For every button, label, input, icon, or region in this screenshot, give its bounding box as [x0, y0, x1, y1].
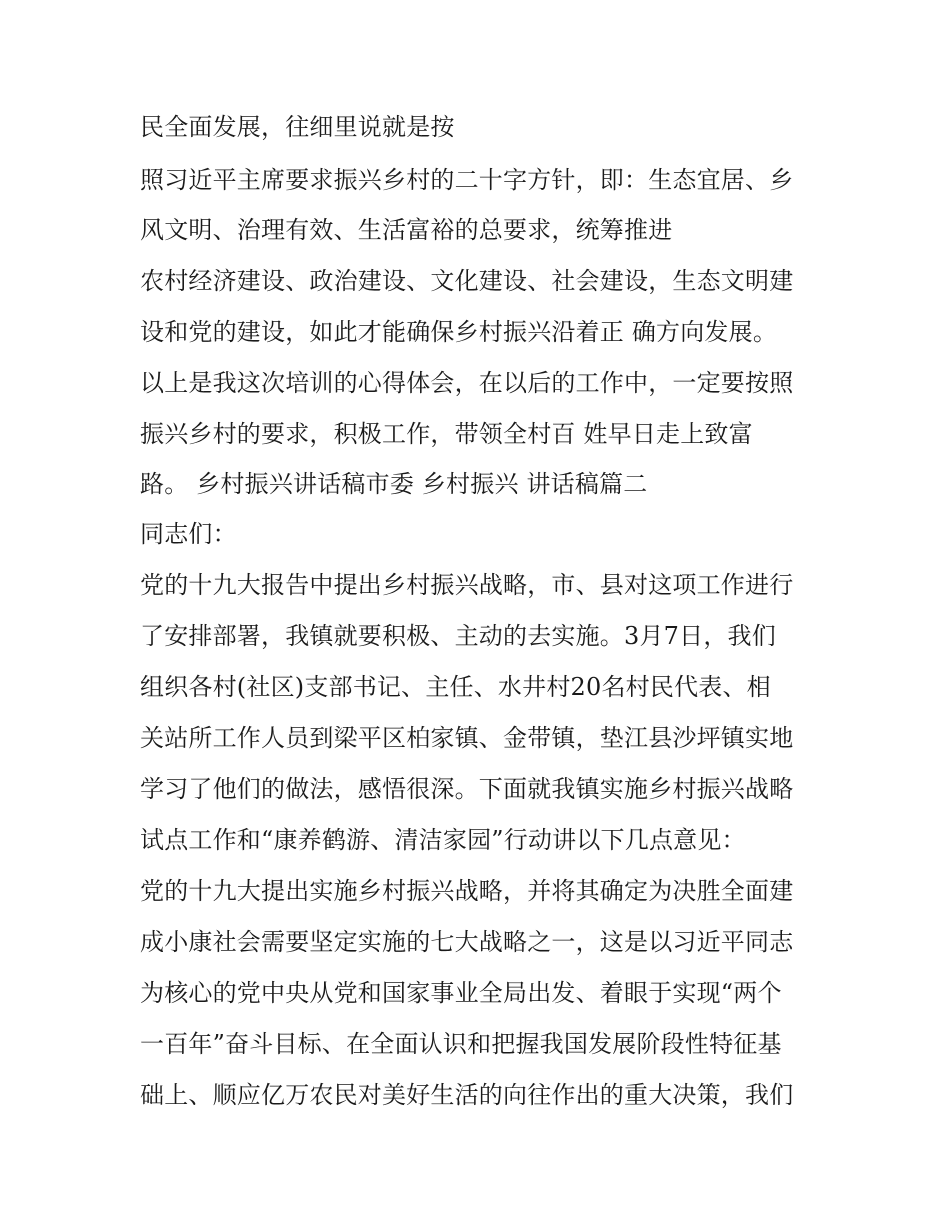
text-line: 组织各村(社区)支部书记、主任、水井村20名村民代表、相 [140, 673, 771, 701]
text-line: 了安排部署，我镇就要积极、主动的去实施。3月7日，我们 [140, 622, 776, 650]
text-line: 党的十九大报告中提出乡村振兴战略，市、县对这项工作进行 [140, 571, 794, 599]
text-line: 一百年”奋斗目标、在全面认识和把握我国发展阶段性特征基 [140, 1030, 782, 1058]
text-line: 照习近平主席要求振兴乡村的二十字方针，即：生态宜居、乡 [140, 166, 794, 194]
text-line: 成小康社会需要坚定实施的七大战略之一，这是以习近平同志 [140, 928, 794, 956]
text-line: 振兴乡村的要求，积极工作，带领全村百 姓早日走上致富 [140, 420, 753, 448]
text-line: 设和党的建设，如此才能确保乡村振兴沿着正 确方向发展。 [140, 318, 778, 346]
text-line: 以上是我这次培训的心得体会，在以后的工作中，一定要按照 [140, 369, 794, 397]
text-line: 为核心的党中央从党和国家事业全局出发、着眼于实现“两个 [140, 979, 782, 1007]
text-line: 党的十九大提出实施乡村振兴战略，并将其确定为决胜全面建 [140, 877, 794, 905]
text-line: 同志们： [140, 520, 237, 548]
text-line: 试点工作和“康养鹤游、清洁家园”行动讲以下几点意见： [140, 826, 746, 854]
text-line: 民全面发展，往细里说就是按 [140, 113, 455, 141]
text-line: 关站所工作人员到梁平区柏家镇、金带镇，垫江县沙坪镇实地 [140, 724, 794, 752]
text-line: 学习了他们的做法，感悟很深。下面就我镇实施乡村振兴战略 [140, 775, 794, 803]
text-line: 础上、顺应亿万农民对美好生活的向往作出的重大决策，我们 [140, 1081, 794, 1109]
text-line: 风文明、治理有效、生活富裕的总要求，统筹推进 [140, 216, 673, 244]
text-line: 路。 乡村振兴讲话稿市委 乡村振兴 讲话稿篇二 [140, 470, 648, 498]
text-line: 农村经济建设、政治建设、文化建设、社会建设，生态文明建 [140, 267, 794, 295]
